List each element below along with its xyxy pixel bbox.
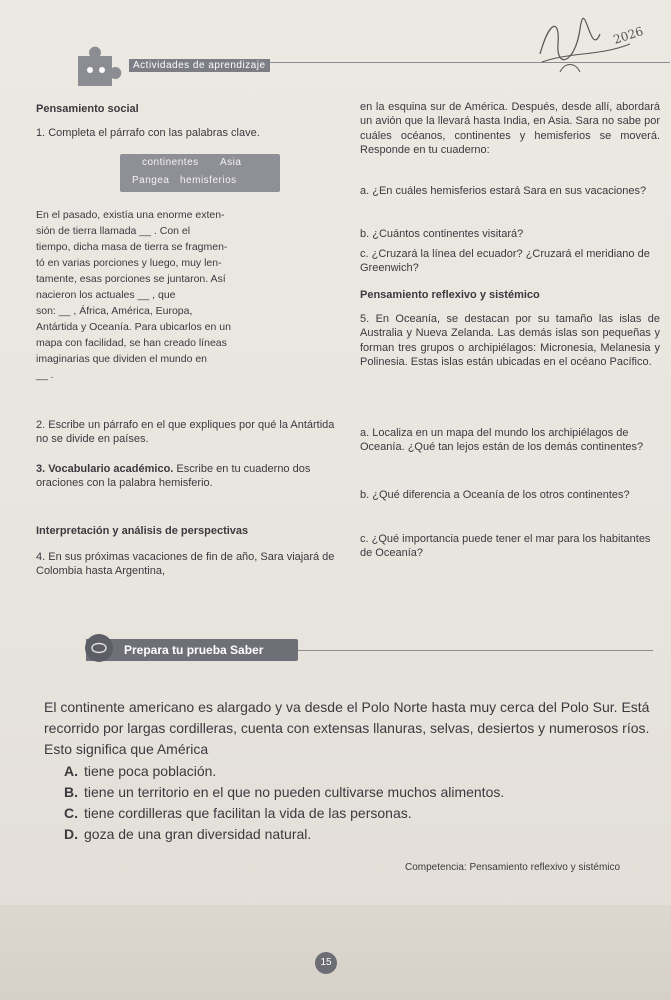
section-heading-reflexivo: Pensamiento reflexivo y sistémico — [360, 289, 540, 301]
question-4b: b. ¿Cuántos continentes visitará? — [360, 228, 524, 240]
cloze-line: imaginarias que dividen el mundo en — [36, 353, 208, 365]
question-4c: c. ¿Cruzará la línea del ecuador? ¿Cruzará el meridiano de Greenwich? — [360, 248, 650, 275]
cloze-line: sión de tierra llamada __ . Con el — [36, 225, 191, 237]
puzzle-piece-icon — [70, 36, 126, 92]
question-3-heading: 3. Vocabulario académico. — [36, 463, 174, 475]
question-5c: c. ¿Qué importancia puede tener el mar para los habitantes de Oceanía? — [360, 533, 651, 560]
word-asia: Asia — [220, 157, 242, 168]
question-4-continued: en la esquina sur de América. Después, desde allí, abordará un avión que la llevará hasta India, en Asia. Sara no sabe por cuáles océanos, continentes y hemisferios se moverá. Responde en tu cuaderno: — [360, 101, 660, 156]
question-3 — [36, 462, 336, 491]
word-pangea: Pangea — [132, 175, 170, 186]
cloze-line: __ . — [36, 369, 54, 381]
question-3-body: Escribe en tu cuaderno dos oraciones con la palabra hemisferio. — [36, 463, 311, 490]
saber-title: Prepara tu prueba Saber — [124, 643, 264, 657]
section-header-title: Actividades de aprendizaje — [129, 59, 270, 72]
question-5: 5. En Oceanía, se destacan por su tamaño las islas de Australia y Nueva Zelanda. Las demás islas son pequeñas y forman tres grupos o archipiélagos: Micronesia, Melanesia y Polinesia. Estas islas están ubicadas en el océano Pacífico. — [360, 313, 660, 368]
saber-question-stem: El continente americano es alargado y va desde el Polo Norte hasta muy cerca del Polo Sur. Está recorrido por largas cordilleras, cuenta con extensas llanuras, selvas, desiertos y numerosos ríos. Esto significa que América — [44, 699, 650, 757]
question-4a: a. ¿En cuáles hemisferios estará Sara en sus vacaciones? — [360, 185, 647, 197]
question-5a: a. Localiza en un mapa del mundo los archipiélagos de Oceanía. ¿Qué tan lejos están de los demás continentes? — [360, 427, 644, 454]
brain-icon — [83, 632, 115, 664]
word-continentes: continentes — [142, 157, 199, 168]
saber-option-d: D. goza de una gran diversidad natural. — [64, 826, 312, 842]
section-heading-pensamiento-social: Pensamiento social — [36, 103, 139, 115]
cloze-line: tó en varias porciones y luego, muy len- — [36, 257, 222, 269]
question-4: 4. En sus próximas vacaciones de fin de año, Sara viajará de Colombia hasta Argentina, — [36, 551, 335, 578]
saber-rule — [298, 650, 653, 651]
svg-text:2026: 2026 — [611, 24, 645, 47]
cloze-paragraph — [36, 207, 348, 383]
question-1: 1. Completa el párrafo con las palabras clave. — [36, 127, 260, 139]
cloze-line: mapa con facilidad, se han creado líneas — [36, 337, 227, 349]
cloze-line: En el pasado, existía una enorme exten- — [36, 209, 225, 221]
saber-option-a: A. tiene poca población. — [64, 763, 217, 779]
cloze-line: tiempo, dicha masa de tierra se fragmen- — [36, 241, 228, 253]
page-number: 15 — [315, 952, 337, 974]
cloze-line: son: __ , África, América, Europa, — [36, 305, 193, 317]
saber-option-b: B. tiene un territorio en el que no pueden cultivarse muchos alimentos. — [64, 784, 505, 800]
competencia-label: Competencia: Pensamiento reflexivo y sistémico — [405, 862, 621, 873]
section-heading-interpretacion: Interpretación y análisis de perspectivas — [36, 525, 249, 537]
word-bank — [120, 154, 280, 192]
page-fold-shadow — [0, 905, 671, 1000]
cloze-line: nacieron los actuales __ , que — [36, 289, 176, 301]
question-5b: b. ¿Qué diferencia a Oceanía de los otros continentes? — [360, 489, 630, 501]
saber-option-c: C. tiene cordilleras que facilitan la vida de las personas. — [64, 805, 412, 821]
question-2: 2. Escribe un párrafo en el que expliques por qué la Antártida no se divide en países. — [36, 419, 335, 446]
cloze-line: tamente, esas porciones se juntaron. Así — [36, 273, 226, 285]
handwritten-signature — [530, 14, 670, 78]
word-hemisferios: hemisferios — [180, 175, 237, 186]
cloze-line: Antártida y Oceanía. Para ubicarlos en un — [36, 321, 231, 333]
